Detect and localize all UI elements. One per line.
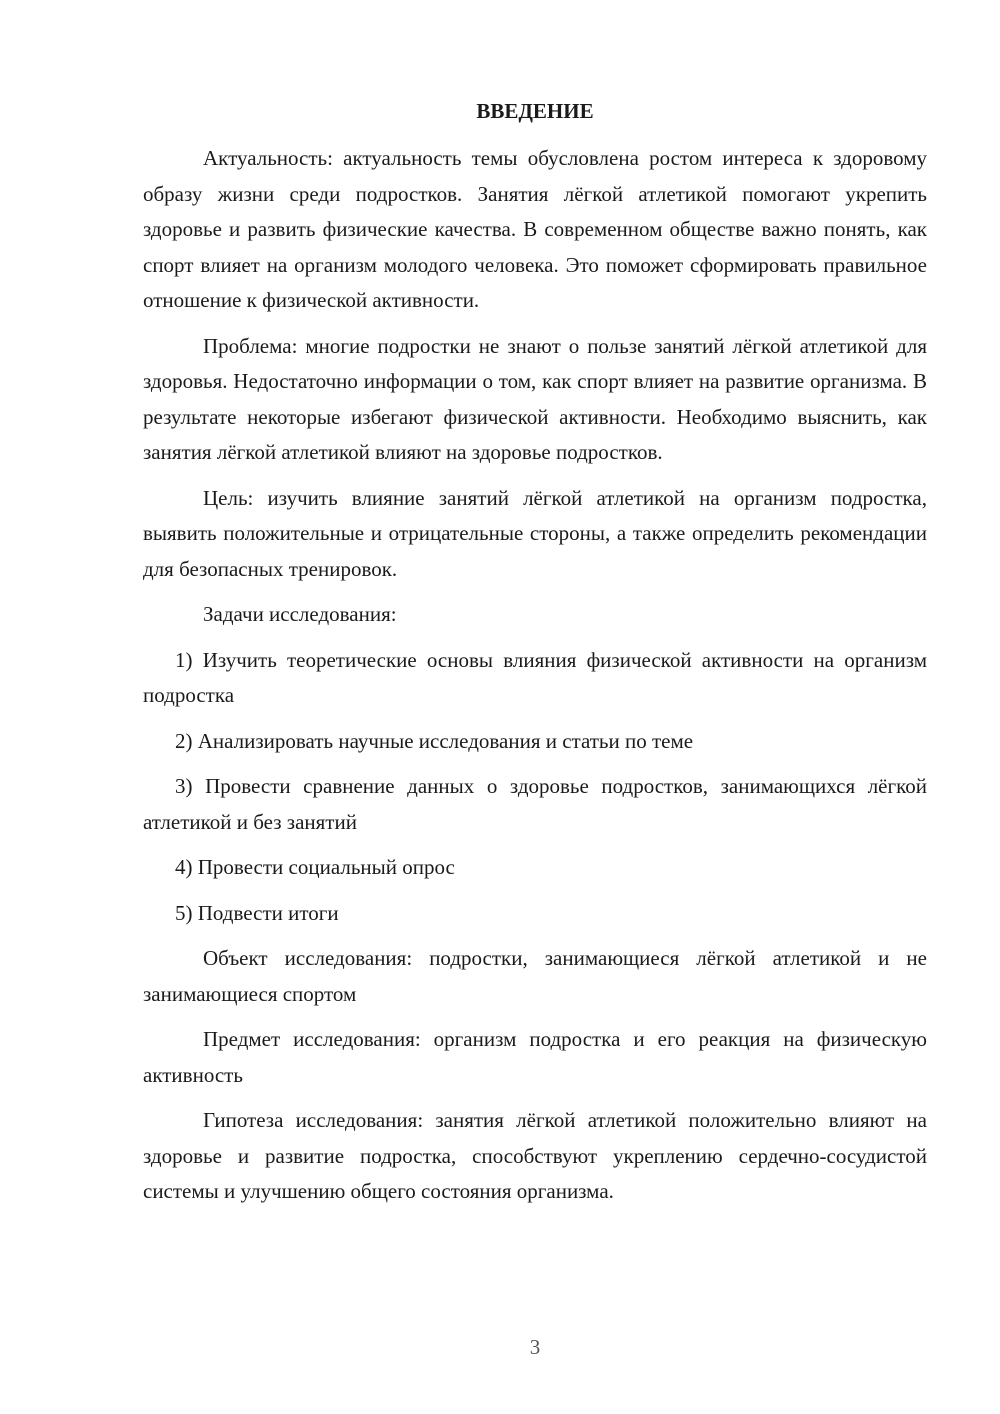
paragraph-relevance: Актуальность: актуальность темы обусловлена ростом интереса к здоровому образу жизни среди подростков. Занятия лёгкой атлетикой помогают укрепить здоровье и развить физические качества. В современном обществе важно понять, как спорт влияет на организм молодого человека. Это поможет сформировать правильное отношение к физической активности. [143,146,927,312]
page-title: ВВЕДЕНИЕ [476,99,594,123]
tasks-heading: Задачи исследования: [203,602,397,626]
document-body [143,141,927,1220]
paragraph-object: Объект исследования: подростки, занимающиеся лёгкой атлетикой и не занимающиеся спортом [143,946,927,1006]
task-item: 1) Изучить теоретические основы влияния физической активности на организм подростка [143,647,927,707]
task-item: 5) Подвести итоги [175,900,339,925]
document-page [143,0,927,1414]
paragraph-hypothesis: Гипотеза исследования: занятия лёгкой атлетикой положительно влияют на здоровье и развитие подростка, способствуют укреплению сердечно-сосудистой системы и улучшению общего состояния организма. [143,1108,927,1203]
paragraph-problem: Проблема: многие подростки не знают о пользе занятий лёгкой атлетикой для здоровья. Недостаточно информации о том, как спорт влияет на развитие организма. В результате некоторые избегают физической активности. Необходимо выяснить, как занятия лёгкой атлетикой влияют на здоровье подростков. [143,333,927,464]
page-number: 3 [529,1335,541,1359]
task-item: 4) Провести социальный опрос [175,855,455,879]
task-item: 3) Провести сравнение данных о здоровье подростков, занимающихся лёгкой атлетикой и без занятий [143,774,927,834]
task-item: 2) Анализировать научные исследования и статьи по теме [175,728,694,753]
paragraph-goal: Цель: изучить влияние занятий лёгкой атлетикой на организм подростка, выявить положительные и отрицательные стороны, а также определить рекомендации для безопасных тренировок. [143,485,927,581]
paragraph-subject: Предмет исследования: организм подростка и его реакция на физическую активность [143,1027,927,1087]
